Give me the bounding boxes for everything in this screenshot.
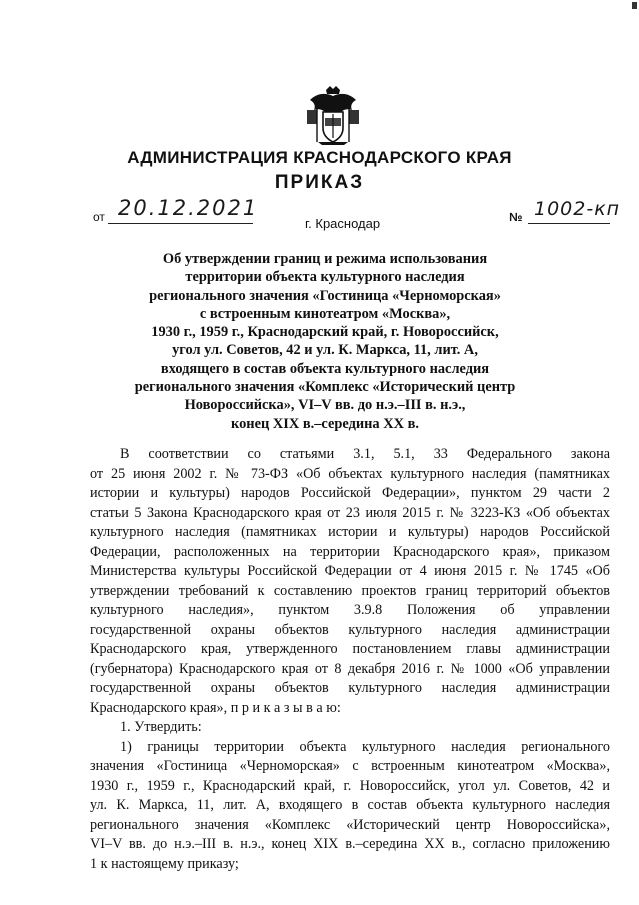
title-line: входящего в состав объекта культурного наследия bbox=[160, 360, 490, 377]
body-line: VI–V вв. до н.э.–III в. н.э., конец XIX в.–середина XX в., согласно приложению bbox=[90, 836, 610, 852]
document-body bbox=[90, 445, 610, 874]
title-line: с встроенным кинотеатром «Москва», bbox=[199, 305, 451, 322]
body-line: Краснодарского края», п р и к а з ы в а ю: bbox=[90, 699, 341, 716]
date-underline bbox=[108, 223, 253, 224]
scan-mark bbox=[632, 2, 637, 9]
document-title bbox=[120, 250, 530, 433]
document-type: ПРИКАЗ bbox=[274, 172, 365, 193]
body-line: 1. Утвердить: bbox=[120, 719, 202, 735]
body-line: утверждении требований к составлению проектов границ территорий объектов bbox=[90, 582, 610, 599]
body-line: значения «Гостиница «Черноморская» с встроенным кинотеатром «Москва», bbox=[90, 758, 610, 774]
body-line: Краснодарского края, утвержденного постановлением главы администрации bbox=[90, 641, 610, 657]
body-line: 1) границы территории объекта культурного наследия регионального bbox=[120, 738, 610, 755]
document-meta-row bbox=[0, 196, 639, 236]
body-line: 1 к настоящему приказу; bbox=[90, 855, 239, 872]
body-line: В соответствии со статьями 3.1, 5.1, 33 Федерального закона bbox=[120, 446, 610, 462]
title-line: регионального значения «Комплекс «Исторический центр bbox=[134, 379, 516, 396]
body-line: культурного наследия (памятниках истории и культуры) народов Российской bbox=[90, 524, 610, 540]
body-line: 1930 г., 1959 г., Краснодарский край, г. Новороссийск, угол ул. Советов, 42 и bbox=[90, 777, 610, 794]
body-line: истории и культуры) народов Российской Федерации», пунктом 29 части 2 bbox=[90, 485, 610, 501]
coat-of-arms-icon bbox=[304, 84, 362, 146]
number-prefix: № bbox=[509, 210, 523, 224]
body-line: государственной охраны объектов культурного наследия администрации bbox=[90, 680, 610, 696]
city-name: г. Краснодар bbox=[305, 216, 381, 231]
date-prefix: от bbox=[93, 210, 105, 224]
title-line: 1930 г., 1959 г., Краснодарский край, г. Новороссийск, bbox=[151, 324, 499, 341]
body-line: ул. К. Маркса, 11, лит. А, входящего в состав объекта культурного наследия bbox=[90, 797, 610, 813]
title-line: конец XIX в.–середина XX в. bbox=[231, 415, 419, 432]
body-line: культурного наследия», пунктом 3.9.8 Положения об управлении bbox=[90, 602, 610, 618]
title-line: угол ул. Советов, 42 и ул. К. Маркса, 11, лит. А, bbox=[172, 342, 478, 359]
title-line: регионального значения «Гостиница «Черноморская» bbox=[149, 287, 501, 304]
title-line: Об утверждении границ и режима использования bbox=[162, 251, 488, 267]
body-line: государственной охраны объектов культурного наследия администрации bbox=[90, 621, 610, 638]
handwritten-date: 20.12.2021 bbox=[118, 196, 259, 220]
body-line: (губернатора) Краснодарского края от 8 декабря 2016 г. № 1000 «Об управлении bbox=[90, 660, 610, 677]
body-line: от 25 июня 2002 г. № 73-ФЗ «Об объектах культурного наследия (памятниках bbox=[90, 465, 610, 482]
body-line: регионального значения «Комплекс «Исторический центр Новороссийска», bbox=[90, 816, 610, 833]
body-line: Министерства культуры Российской Федерации от 4 июня 2015 г. № 1745 «Об bbox=[90, 563, 610, 579]
body-line: статьи 5 Закона Краснодарского края от 23 июля 2015 г. № 3223-КЗ «Об объектах bbox=[90, 504, 610, 521]
title-line: Новороссийска», VI–V вв. до н.э.–III в. н.э., bbox=[184, 397, 466, 414]
number-underline bbox=[528, 223, 610, 224]
organization-name: АДМИНИСТРАЦИЯ КРАСНОДАРСКОГО КРАЯ bbox=[127, 148, 512, 167]
body-line: Федерации, расположенных на территории Краснодарского края», приказом bbox=[90, 543, 610, 560]
title-line: территории объекта культурного наследия bbox=[185, 269, 465, 286]
handwritten-number: 1002-кп bbox=[534, 198, 621, 220]
